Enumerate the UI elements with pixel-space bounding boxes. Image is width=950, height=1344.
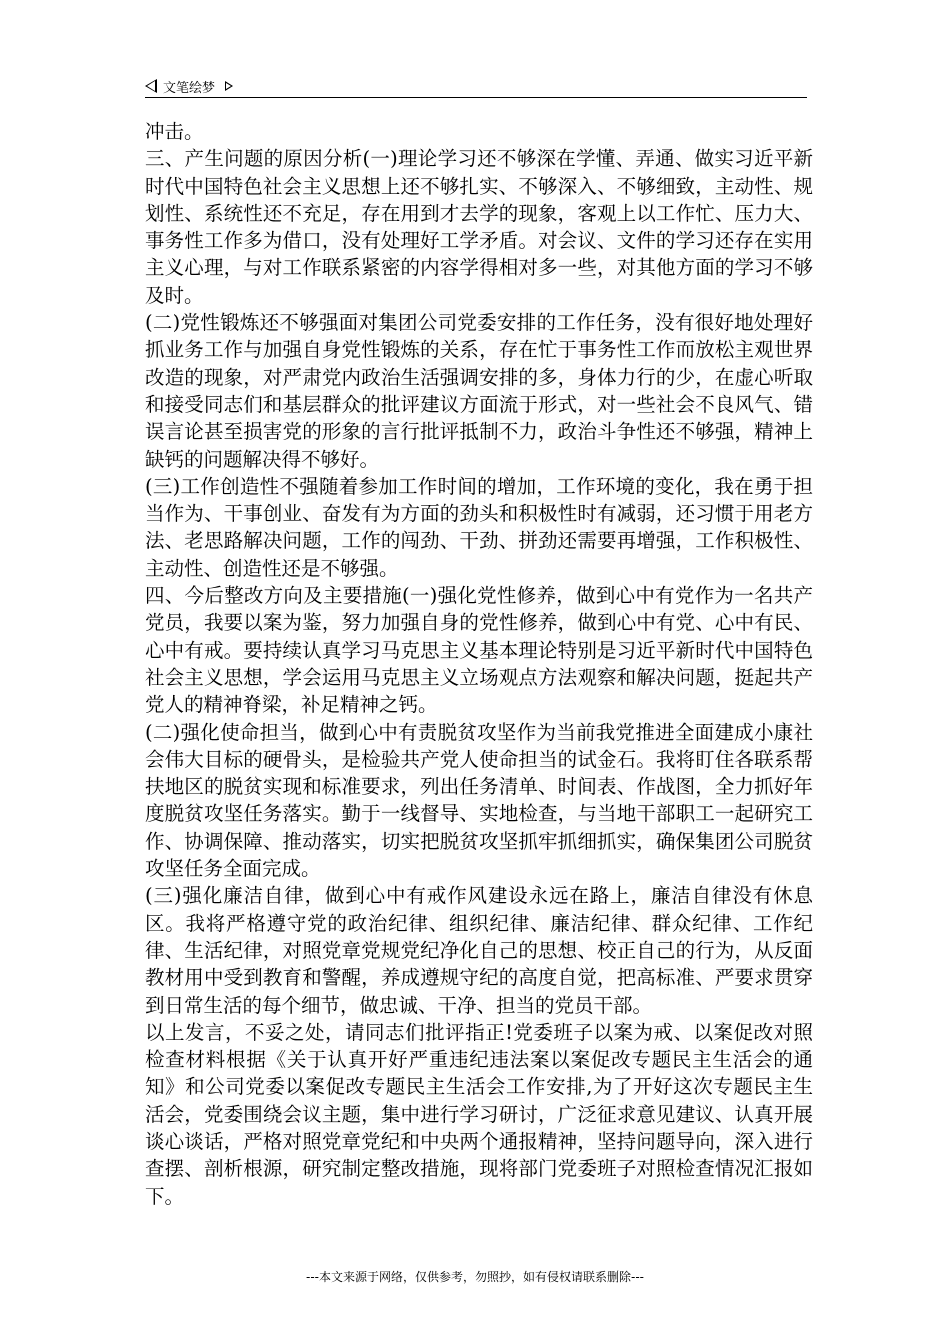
page-footer: ---本文来源于网络，仅供参考，勿照抄，如有侵权请联系删除--- — [306, 1270, 644, 1284]
paragraph: 冲击。 — [145, 120, 204, 143]
document-body — [145, 118, 813, 1210]
paragraph: (二)党性锻炼还不够强面对集团公司党委安排的工作任务，没有很好地处理好抓业务工作与加强自身党性锻炼的关系，存在忙于事务性工作而放松主观世界改造的现象，对严肃党内政治生活强调安排的多，身体力行的少，在虚心听取和接受同志们和基层群众的批评建议方面流于形式，对一些社会不良风气、错误言论甚至损害党的形象的言行批评抵制不力，政治斗争性还不够强，精神上缺钙的问题解决得不够好。 — [145, 311, 813, 471]
paragraph: 三、产生问题的原因分析(一)理论学习还不够深在学懂、弄通、做实习近平新时代中国特色社会主义思想上还不够扎实、不够深入、不够细致，主动性、规划性、系统性还不充足，存在用到才去学的现象，客观上以工作忙、压力大、事务性工作多为借口，没有处理好工学矛盾。对会议、文件的学习还存在实用主义心理，与对工作联系紧密的内容学得相对多一些，对其他方面的学习不够及时。 — [145, 147, 813, 307]
left-triangle-icon — [145, 79, 157, 93]
paragraph: (三)工作创造性不强随着参加工作时间的增加，工作环境的变化，我在勇于担当作为、干事创业、奋发有为方面的劲头和积极性时有减弱，还习惯于用老方法、老思路解决问题，工作的闯劲、干劲、拼劲还需要再增强，工作积极性、主动性、创造性还是不够强。 — [145, 474, 813, 580]
page-header — [145, 75, 233, 97]
paragraph: 以上发言，不妥之处，请同志们批评指正!党委班子以案为戒、以案促改对照检查材料根据《关于认真开好严重违纪违法案以案促改专题民主生活会的通知》和公司党委以案促改专题民主生活会工作安排,为了开好这次专题民主生活会，党委围绕会议主题，集中进行学习研讨，广泛征求意见建议、认真开展谈心谈话，严格对照党章党纪和中央两个通报精神，坚持问题导向，深入进行查摆、剖析根源，研究制定整改措施，现将部门党委班子对照检查情况汇报如下。 — [145, 1020, 813, 1208]
right-triangle-icon — [225, 81, 233, 91]
header-brand: 文笔绘梦 — [163, 80, 216, 96]
header-divider — [145, 97, 807, 98]
paragraph: (三)强化廉洁自律，做到心中有戒作风建设永远在路上，廉洁自律没有休息区。我将严格遵守党的政治纪律、组织纪律、廉洁纪律、群众纪律、工作纪律、生活纪律，对照党章党规党纪净化自己的思想、校正自己的行为，从反面教材用中受到教育和警醒，养成遵规守纪的高度自觉，把高标准、严要求贯穿到日常生活的每个细节，做忠诚、干净、担当的党员干部。 — [145, 884, 813, 1017]
paragraph: 四、今后整改方向及主要措施(一)强化党性修养，做到心中有党作为一名共产党员，我要以案为鉴，努力加强自身的党性修养，做到心中有党、心中有民、心中有戒。要持续认真学习马克思主义基本理论特别是习近平新时代中国特色社会主义思想，学会运用马克思主义立场观点方法观察和解决问题，挺起共产党人的精神脊梁，补足精神之钙。 — [145, 584, 813, 717]
paragraph: (二)强化使命担当，做到心中有责脱贫攻坚作为当前我党推进全面建成小康社会伟大目标的硬骨头，是检验共产党人使命担当的试金石。我将盯住各联系帮扶地区的脱贫实现和标准要求，列出任务清单、时间表、作战图，全力抓好年度脱贫攻坚任务落实。勤于一线督导、实地检查，与当地干部职工一起研究工作、协调保障、推动落实，切实把脱贫攻坚抓牢抓细抓实，确保集团公司脱贫攻坚任务全面完成。 — [145, 720, 813, 881]
